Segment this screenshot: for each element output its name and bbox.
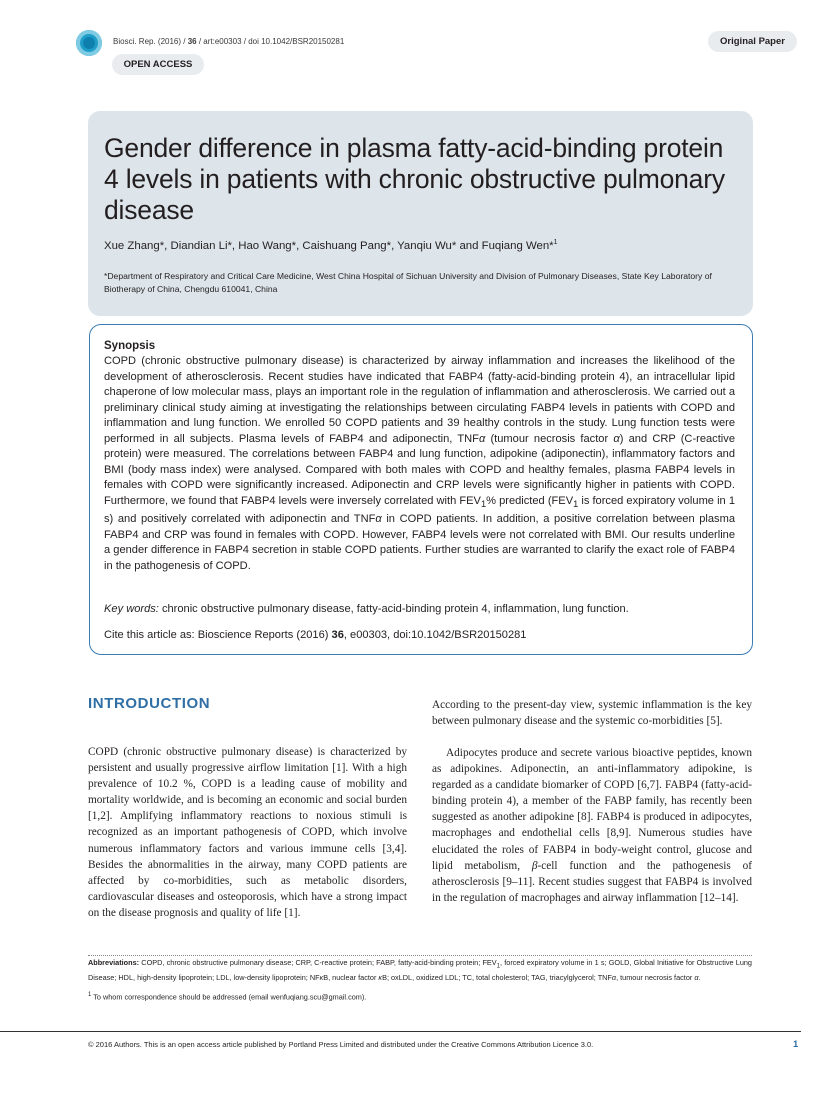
intro-paragraph-right-1: According to the present-day view, systemic inflammation is the key between pulmonary disease and the systemic co-morbidities [5]. <box>432 699 752 728</box>
abbreviations-footnote: Abbreviations: COPD, chronic obstructive pulmonary disease; CRP, C-reactive protein; FABP, fatty-acid-binding protein; $FEV_1$, forced expiratory volume in 1 s; GOLD, Global Initiative for Obstructive Lung Disease; HDL, high-density lipoprotein; LDL, low-density lipoprotein; NFκB, nuclear factor κB; oxLDL, oxidized LDL; TC, total cholesterol; TAG, triacylglycerol; TNFα, tumour necrosis factor α. <box>88 958 752 982</box>
article-title: Gender difference in plasma fatty-acid-binding protein 4 levels in patients with chronic obstructive pulmonary disease <box>104 133 725 225</box>
synopsis-text: COPD (chronic obstructive pulmonary disease) is characterized by airway inflammation and increases the likelihood of the development of atherosclerosis. Recent studies have indicated that FABP4 (fatty-acid-binding protein 4), an intracellular lipid chaperone of low molecular mass, plays an important role in the regulation of inflammation and atherosclerosis. We carried out a preliminary clinical study aiming at investigating the relationships between circulating FABP4 levels in patients with COPD and inflammation and lung function. We enrolled 50 COPD patients and 39 healthy controls in the study. Lung function tests were performed in all subjects. Plasma levels of FABP4 and adiponectin, TNFα (tumour necrosis factor α) and CRP (C-reactive protein) were measured. The correlations between FABP4 and lung function, adipokine (adiponectin), inflammatory factors and BMI (body mass index) were analysed. Compared with both males with COPD and healthy females, plasma FABP4 levels in females with COPD were significantly increased. Adiponectin and CRP levels were significantly higher in patients with COPD. Furthermore, we found that FABP4 levels were inversely correlated with $FEV_1\%$ predicted ($FEV_1$ is forced expiratory volume in 1 s) and positively correlated with adiponectin and TNFα in COPD patients. In addition, a positive correlation between plasma FABP4 and CRP was found in females with COPD. However, FABP4 levels were not correlated with BMI. Our results underline a gender difference in FABP4 secretion in stable COPD patients. Further studies are warranted to clarify the exact role of FABP4 in the pathogenesis of COPD. <box>104 355 735 572</box>
cite-line: Cite this article as: Bioscience Reports (2016) 36, e00303, doi:10.1042/BSR20150281 <box>104 629 527 641</box>
journal-logo <box>76 30 102 56</box>
synopsis-heading: Synopsis <box>104 340 156 352</box>
intro-paragraph-left: COPD (chronic obstructive pulmonary disease) is characterized by persistent and usually progressive airflow limitation [1]. With a high prevalence of 10.2 %, COPD is a leading cause of mobility and mortality worldwide, and is becoming an economic and social burden [1,2]. Amplifying inflammatory reactions to noxious stimuli is recognized as an important pathogenesis of COPD, which involve numerous inflammatory factors and various immune cells [3,4]. Besides the abnormalities in the airway, many COPD patients are affected by co-morbidities, such as metabolic disorders, cardiovascular diseases and osteoporosis, which have a strong impact on the disease prognosis and quality of life [1]. <box>88 746 407 919</box>
author-list: Xue Zhang*, Diandian Li*, Hao Wang*, Caishuang Pang*, Yanqiu Wu* and Fuqiang Wen*$^1$ <box>104 239 558 252</box>
introduction-heading: INTRODUCTION <box>88 695 211 712</box>
keywords: Key words: chronic obstructive pulmonary disease, fatty-acid-binding protein 4, inflammation, lung function. <box>104 603 629 615</box>
footer-divider <box>0 1031 801 1032</box>
license-notice: © 2016 Authors. This is an open access article published by Portland Press Limited and distributed under the Creative Commons Attribution Licence 3.0. <box>88 1040 594 1049</box>
article-type-badge: Original Paper <box>708 31 797 52</box>
page-number: 1 <box>793 1039 799 1050</box>
correspondence-footnote: $^1$ To whom correspondence should be addressed (email wenfuqiang.scu@gmail.com). <box>88 992 367 1002</box>
intro-paragraph-right-2: Adipocytes produce and secrete various bioactive peptides, known as adipokines. Adiponectin, an anti-inflammatory adipokine, is regarded as a candidate biomarker of COPD [6,7]. FABP4 (fatty-acid-binding protein 4), a member of the FABP family, has recently been suggested as another adipokine [8]. FABP4 is produced in adipocytes, macrophages and endothelial cells [8,9]. Numerous studies have elucidated the roles of FABP4 in body-weight control, glucose and lipid metabolism, β-cell function and the pathogenesis of atherosclerosis [9–11]. Recent studies suggest that FABP4 is involved in the regulation of macrophages and airway inflammation [12–14]. <box>432 747 752 904</box>
footnote-divider <box>88 955 752 956</box>
open-access-badge: OPEN ACCESS <box>112 54 204 75</box>
journal-citation: Biosci. Rep. (2016) / 36 / art:e00303 / doi 10.1042/BSR20150281 <box>113 37 345 46</box>
affiliation: *Department of Respiratory and Critical Care Medicine, West China Hospital of Sichuan University and Division of Pulmonary Diseases, State Key Laboratory of Biotherapy of China, Chengdu 610041, China <box>104 271 712 294</box>
